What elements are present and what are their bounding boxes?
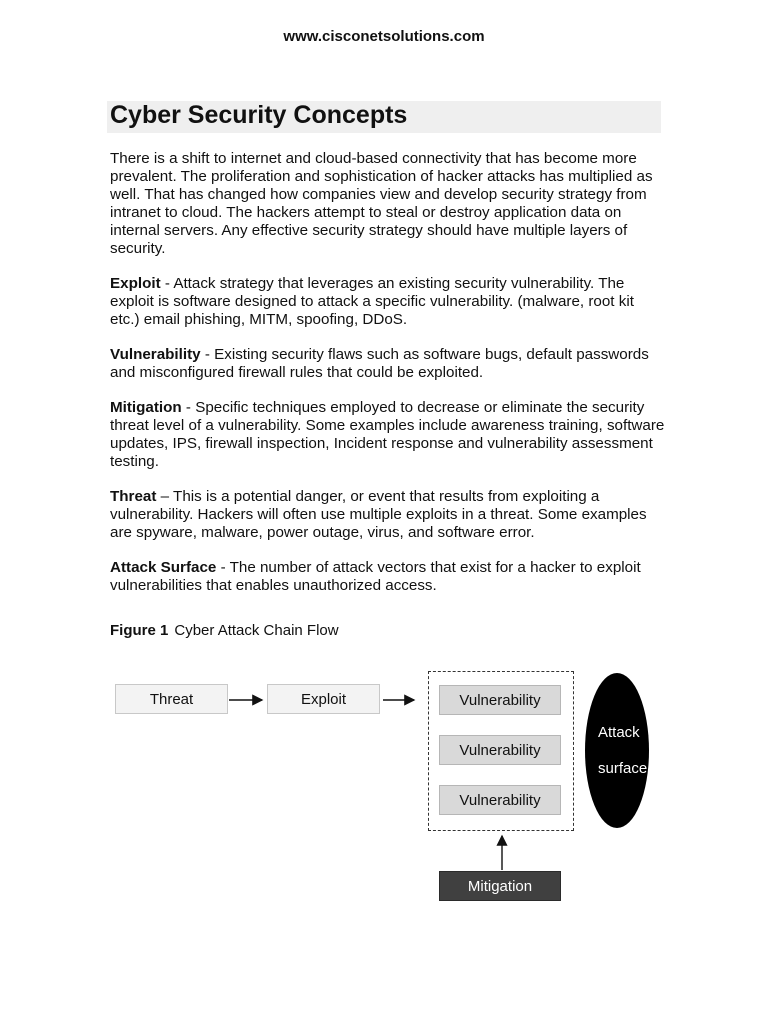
- definition-vulnerability: [110, 346, 666, 382]
- definition-separator: -: [200, 346, 215, 363]
- definition-term: Threat: [110, 488, 157, 505]
- vulnerability-node: Vulnerability: [439, 735, 561, 765]
- definition-threat: [110, 488, 666, 542]
- exploit-node: Exploit: [267, 684, 380, 714]
- definition-term: Mitigation: [110, 399, 182, 416]
- attack-surface-node: [585, 673, 649, 828]
- definition-text: This is a potential danger, or event that results from exploiting a vulnerability. Hackers will often use multiple exploits in a threat. Some examples are spyware, malware, power outage, virus, and software error.: [110, 488, 647, 541]
- figure-label: Figure 1: [110, 622, 169, 639]
- definition-text: Existing security flaws such as software bugs, default passwords and misconfigured firewall rules that could be exploited.: [110, 346, 649, 381]
- attack-surface-label-line1: Attack: [598, 723, 640, 741]
- page-title: Cyber Security Concepts: [110, 101, 408, 129]
- vulnerability-node: Vulnerability: [439, 785, 561, 815]
- definition-exploit: [110, 275, 666, 329]
- definition-separator: -: [160, 275, 174, 292]
- definition-text: Specific techniques employed to decrease or eliminate the security threat level of a vulnerability. Some examples include awareness training, software updates, IPS, firewall inspection, Incident response and vulnerability assessment testing.: [110, 399, 665, 470]
- definition-term: Attack Surface: [110, 559, 217, 576]
- figure-caption-text: Cyber Attack Chain Flow: [174, 622, 339, 639]
- definition-separator: –: [156, 488, 174, 505]
- header-url: www.cisconetsolutions.com: [283, 28, 485, 45]
- definition-term: Vulnerability: [110, 346, 201, 363]
- definition-text: The number of attack vectors that exist for a hacker to exploit vulnerabilities that enables unauthorized access.: [110, 559, 641, 594]
- figure-caption: [110, 622, 339, 639]
- definition-term: Exploit: [110, 275, 161, 292]
- document-body: [110, 150, 666, 612]
- threat-node: Threat: [115, 684, 228, 714]
- definition-separator: -: [181, 399, 196, 416]
- definition-text: Attack strategy that leverages an existing security vulnerability. The exploit is software designed to attack a specific vulnerability. (malware, root kit etc.) email phishing, MITM, spoofing, DDoS.: [110, 275, 634, 328]
- intro-paragraph: There is a shift to internet and cloud-based connectivity that has become more prevalent. The proliferation and sophistication of hacker attacks has multiplied as well. That has changed how companies view and develop security strategy from intranet to cloud. The hackers attempt to steal or destroy application data on internal servers. Any effective security strategy should have multiple layers of security.: [110, 150, 653, 257]
- definition-mitigation: [110, 399, 666, 471]
- mitigation-node: Mitigation: [439, 871, 561, 901]
- attack-surface-label-line2: surface: [598, 759, 648, 777]
- definition-separator: -: [216, 559, 230, 576]
- vulnerability-node: Vulnerability: [439, 685, 561, 715]
- definition-attack-surface: [110, 559, 666, 595]
